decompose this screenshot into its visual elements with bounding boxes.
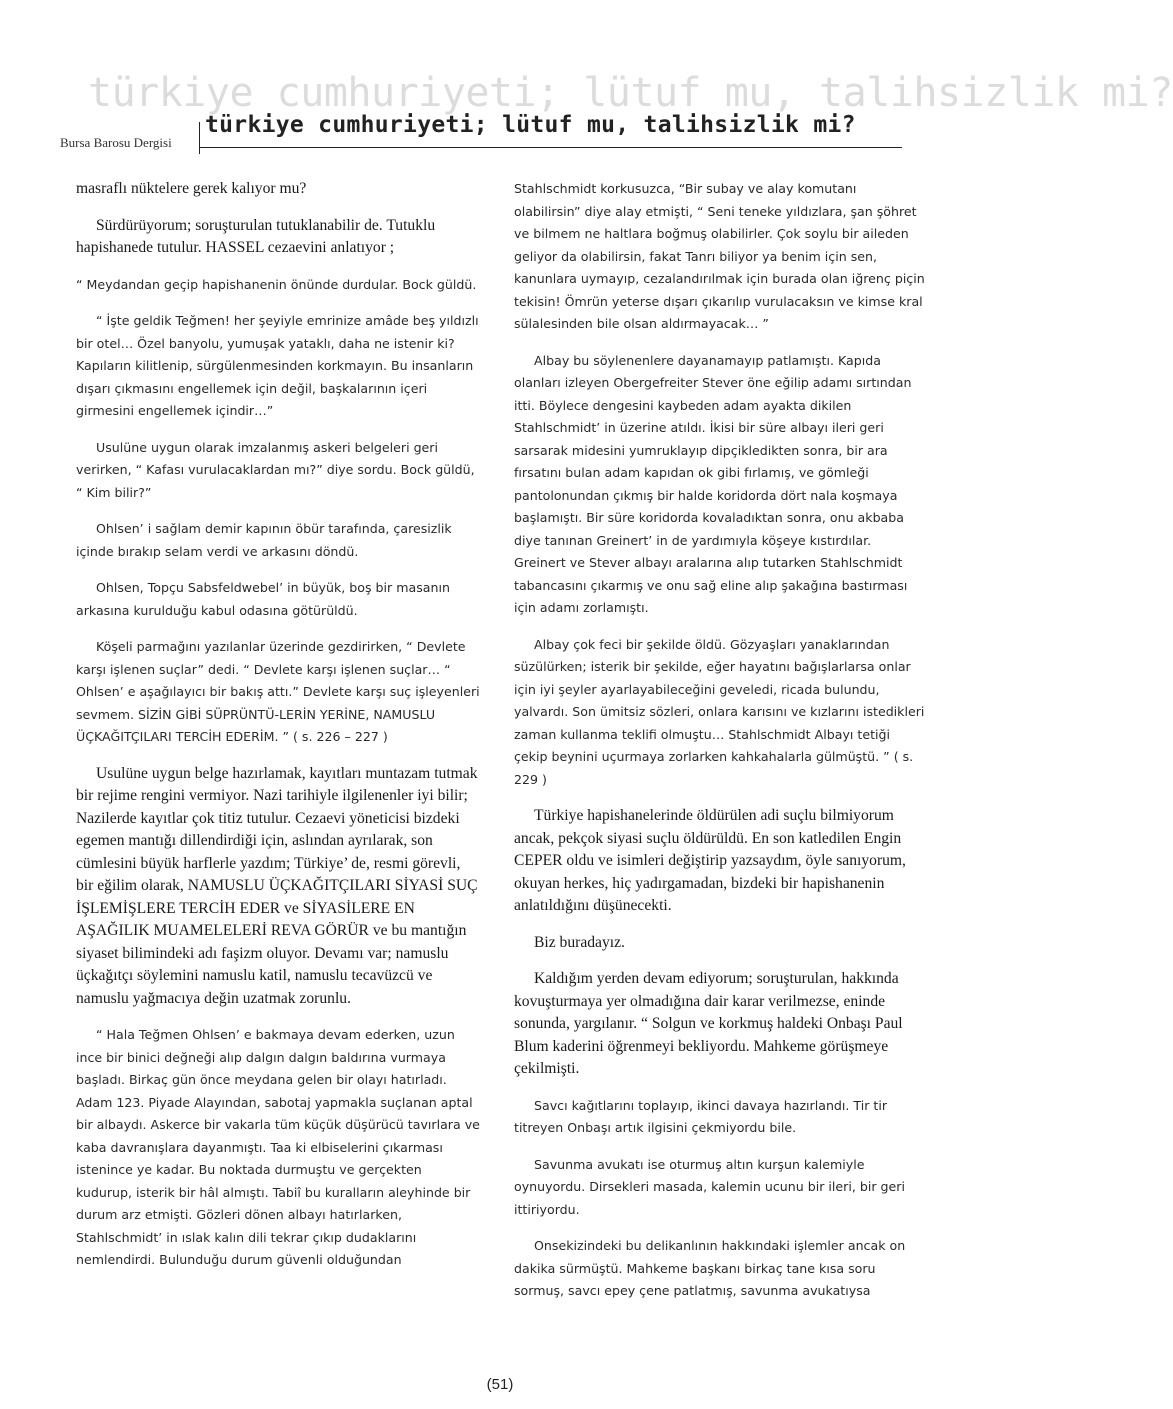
header-ghost-title: türkiye cumhuriyeti; lütuf mu, talihsizlik mi?	[88, 70, 1173, 116]
header-rule	[200, 147, 902, 148]
right-column	[514, 178, 926, 1317]
paragraph: “ İşte geldik Teğmen! her şeyiyle emrinize amâde beş yıldızlı bir otel… Özel banyolu, yumuşak yataklı, daha ne istenir ki? Kapıların kilitlenip, sürgülenmesinden korkmayın. Bu insanların dışarı çıkmasını engellemek için değil, başkalarının içeri girmesini engellemek içindir…”	[76, 313, 479, 418]
paragraph: Stahlschmidt korkusuzca, “Bir subay ve alay komutanı olabilirsin” diye alay etmişti, “ Seni teneke yıldızlara, şan şöhret ve bilmem ne haltlara boğmuş olabilirler. Çok soylu bir aileden geliyor da olabilirsin, fakat Tanrı biliyor ya benim için sen, kanunlara uymayıp, cezalandırılmak için burada olan iğrenç piçin tekisin! Ömrün yeterse dışarı çıkarılıp vurulacaksın ve kimse kral sülalesinden bile olsan aldırmayacak… ”	[514, 181, 925, 331]
paragraph: Ohlsen’ i sağlam demir kapının öbür tarafında, çaresizlik içinde bırakıp selam verdi ve arkasını döndü.	[76, 521, 452, 559]
journal-name: Bursa Barosu Dergisi	[60, 135, 172, 150]
paragraph: Albay bu söylenenlere dayanamayıp patlamıştı. Kapıda olanları izleyen Obergefreiter Stever öne eğilip adamı sırtından itti. Böylece dengesini kaybeden adam ayakta dikilen Stahlschmidt’ in üzerine atıldı. İkisi bir süre albayı ileri geri sarsarak midesini yumruklayıp dipçikledikten sonra, bir ara fırsatını bulan adam kapıdan ok gibi fırlamış, ve gömleği pantolonundan çıkmış bir halde koridorda dört nala koşmaya başlamıştı. Bir süre koridorda kovaladıktan sonra, onu akbaba diye tanınan Greinert’ in de yardımıyla köşeye kıstırdılar. Greinert ve Stever albayı aralarına alıp tutarken Stahlschmidt tabancasını çıkarmış ve onu sağ eline alıp şakağına bastırması için adamı zorlamıştı.	[514, 352, 912, 615]
paragraph: “ Meydandan geçip hapishanenin önünde durdular. Bock güldü.	[76, 276, 477, 292]
paragraph: Savcı kağıtlarını toplayıp, ikinci davaya hazırlandı. Tir tir titreyen Onbaşı artık ilgisini çekmiyordu bile.	[514, 1097, 888, 1135]
paragraph: Usulüne uygun belge hazırlamak, kayıtları muntazam tutmak bir rejime rengini vermiyor. Nazi tarihiyle ilgilenenler iyi bilir; Nazilerde kayıtlar çok titiz tutulur. Cezaevi yöneticisi bizdeki egemen mantığı dillendirdiği için, aslından ayrılarak, son cümlesini büyük harflerle yazdım; Türkiye’ de, resmi görevli, bir eğilim olarak, NAMUSLU ÜÇKAĞITÇILARI SİYASİ SUÇ İŞLEMİŞLERE TERCİH EDER ve SİYASİLERE EN AŞAĞILIK MUAMELELERİ REVA GÖRÜR ve bu mantığın siyaset bilimindeki adı faşizm oluyor. Devamı var; namuslu üçkağıtçı söylemini namuslu katil, namuslu tecavüzcü ve namuslu yağmacıya değin uzatmak zorunlu.	[76, 764, 478, 1007]
paragraph: Köşeli parmağını yazılanlar üzerinde gezdirirken, “ Devlete karşı işlenen suçlar” dedi. “ Devlete karşı işlenen suçlar… “ Ohlsen’ e aşağılayıcı bir bakış attı.” Devlete karşı suç işleyenleri sevmem. SİZİN GİBİ SÜPRÜNTÜ-LERİN YERİNE, NAMUSLU ÜÇKAĞITÇILARI TERCİH EDERİM. ” ( s. 226 – 227 )	[76, 639, 480, 744]
paragraph: masraflı nüktelere gerek kalıyor mu?	[76, 180, 307, 197]
paragraph: Usulüne uygun olarak imzalanmış askeri belgeleri geri verirken, “ Kafası vurulacaklardan mı?” diye sordu. Bock güldü, “ Kim bilir?”	[76, 439, 475, 500]
paragraph: Türkiye hapishanelerinde öldürülen adi suçlu bilmiyorum ancak, pekçok siyasi suçlu öldürüldü. En son katledilen Engin CEPER oldu ve isimleri değiştirip yazsaydım, öyle sanıyorum, okuyan herkes, hiç yadırgamadan, bizdeki bir hapishanenin anlatıldığını düşünecekti.	[514, 807, 906, 914]
paragraph: Sürdürüyorum; soruşturulan tutuklanabilir de. Tutuklu hapishanede tutulur. HASSEL cezaevini anlatıyor ;	[76, 216, 436, 256]
paragraph: Albay çok feci bir şekilde öldü. Gözyaşları yanaklarından süzülürken; isterik bir şekilde, eğer hayatını bağışlarlarsa onlar için iyi şeyler ayarlayabileceğini geveledi, ricada bulundu, yalvardı. Son ümitsiz sözleri, onlara karısını ve kızlarını istedikleri zaman kullanma teklifi olmuştu… Stahlschmidt Albayı tetiği çekip beynini uçurmaya zorlarken kahkahalarla gülmüştü. ” ( s. 229 )	[514, 636, 925, 787]
paragraph: Onsekizindeki bu delikanlının hakkındaki işlemler ancak on dakika sürmüştü. Mahkeme başkanı birkaç tane kısa soru sormuş, savcı epey çene patlatmış, savunma avukatıysa	[514, 1238, 906, 1298]
paragraph: Savunma avukatı ise oturmuş altın kurşun kalemiyle oynuyordu. Dirsekleri masada, kalemin ucunu bir ileri, bir geri ittiriyordu.	[514, 1156, 905, 1217]
paragraph: “ Hala Teğmen Ohlsen’ e bakmaya devam ederken, uzun ince bir binici değneği alıp dalgın dalgın baldırına vurmaya başladı. Birkaç gün önce meydana gelen bir olayı hatırladı. Adam 123. Piyade Alayından, sabotaj yapmakla suçlanan aptal bir albaydı. Askerce bir vakarla tüm küçük düşürücü tavırlara ve kaba davranışlara dayanmıştı. Taa ki elbiselerini çıkarması istenince ye kadar. Bu noktada durmuştu ve gerçekten kudurup, isterik bir hâl almıştı. Tabiî bu kuralların aleyhinde bir durum arz etmişti. Gözleri dönen albayı hatırlarken, Stahlschmidt’ in ıslak kalın dili tekrar çıkıp dudaklarını nemlendirdi. Bulunduğu durum güvenli olduğundan	[76, 1027, 480, 1267]
page-number: (51)	[486, 1376, 514, 1393]
page-title: türkiye cumhuriyeti; lütuf mu, talihsizlik mi?	[205, 112, 856, 138]
left-column	[76, 178, 480, 1286]
header-divider	[199, 122, 200, 154]
paragraph: Ohlsen, Topçu Sabsfeldwebel’ in büyük, boş bir masanın arkasına kurulduğu kabul odasına götürüldü.	[76, 580, 450, 618]
paragraph: Kaldığım yerden devam ediyorum; soruşturulan, hakkında kovuşturmaya yer olmadığına dair karar verilmezse, eninde sonunda, yargılanır. “ Solgun ve korkmuş haldeki Onbaşı Paul Blum kaderini öğrenmeyi bekliyordu. Mahkeme görüşmeye çekilmişti.	[514, 970, 903, 1077]
paragraph: Biz buradayız.	[534, 933, 625, 951]
